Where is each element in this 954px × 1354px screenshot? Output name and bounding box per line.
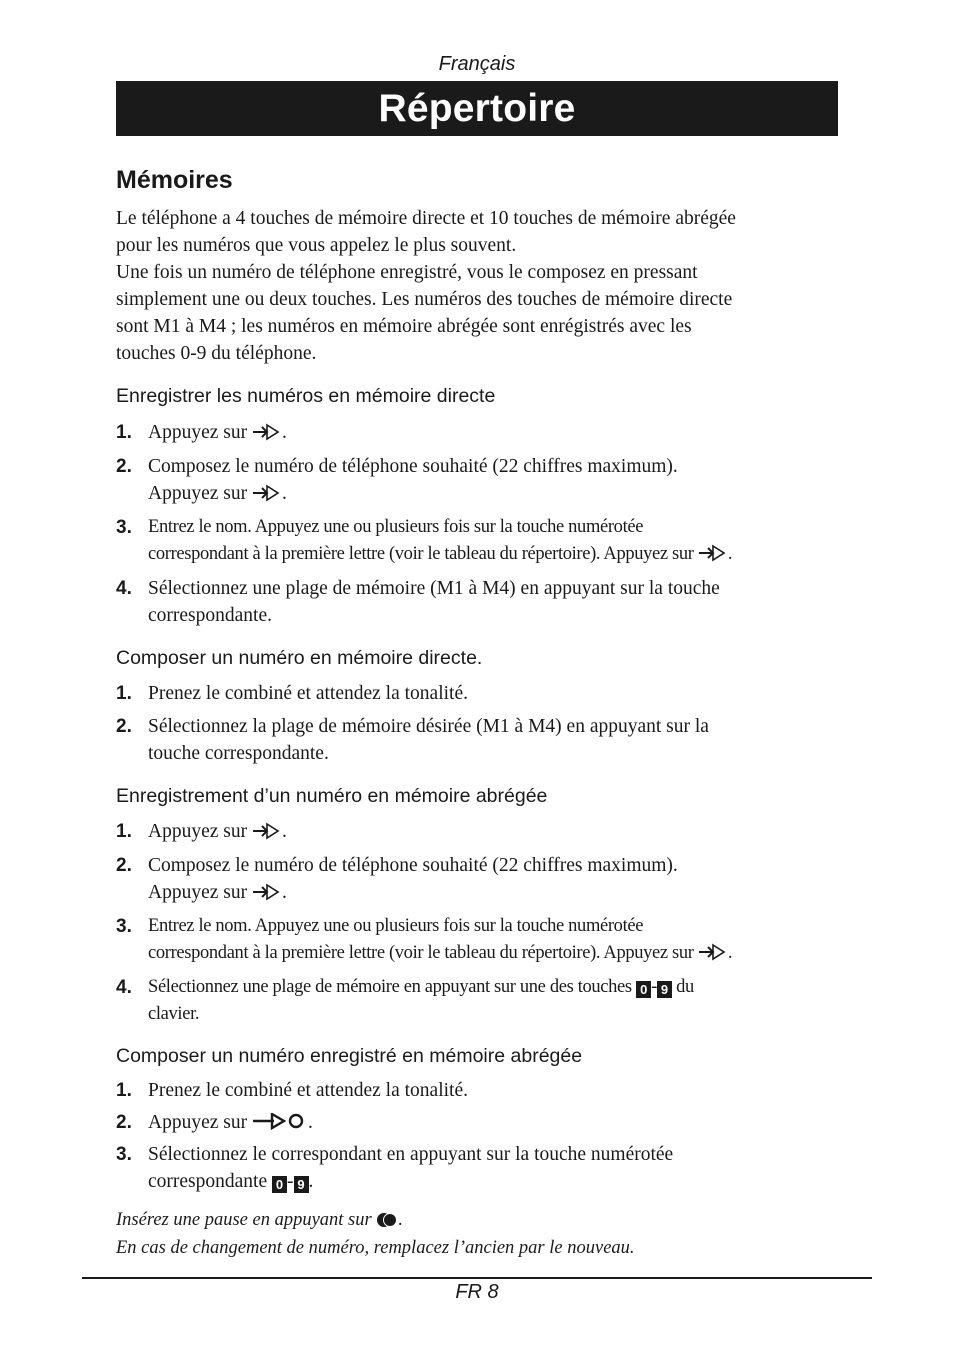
change-note: En cas de changement de numéro, remplacez l’ancien par le nouveau. <box>116 1238 635 1258</box>
step-item: 2. Composez le numéro de téléphone souhaité (22 chiffres maximum). Appuyez sur . <box>116 453 841 507</box>
subsection-title-store-speed: Enregistrement d’un numéro en mémoire abrégée <box>116 785 548 807</box>
store-arrow-icon <box>698 544 728 562</box>
intro-line: Le téléphone a 4 touches de mémoire directe et 10 touches de mémoire abrégée <box>116 208 736 229</box>
step-item: 2. Sélectionnez la plage de mémoire désirée (M1 à M4) en appuyant sur la touche correspondante. <box>116 713 841 767</box>
step-item: 3. Entrez le nom. Appuyez une ou plusieurs fois sur la touche numérotée correspondant à la première lettre (voir le tableau du répertoire). Appuyez sur . <box>116 514 841 568</box>
intro-line: sont M1 à M4 ; les numéros en mémoire abrégée sont enrégistrés avec les <box>116 316 692 337</box>
subsection-title-dial-speed: Composer un numéro enregistré en mémoire abrégée <box>116 1045 583 1067</box>
step-item: 2. Appuyez sur . <box>116 1109 841 1136</box>
step-number: 1. <box>116 1080 132 1101</box>
subsection-title-dial-direct: Composer un numéro en mémoire directe. <box>116 647 483 669</box>
step-number: 3. <box>116 517 132 538</box>
store-arrow-icon <box>252 484 282 502</box>
notes: Insérez une pause en appuyant sur . En cas de changement de numéro, remplacez l’ancien par le nouveau. <box>116 1210 635 1258</box>
key-0-icon: 0 <box>272 1176 287 1193</box>
step-number: 3. <box>116 916 132 937</box>
step-number: 4. <box>116 578 132 599</box>
section-title: Mémoires <box>116 166 233 194</box>
page-number: FR 8 <box>455 1281 499 1303</box>
language-label: Français <box>438 53 516 75</box>
store-arrow-icon <box>252 822 282 840</box>
key-9-icon: 9 <box>294 1176 309 1193</box>
store-arrow-icon <box>698 943 728 961</box>
step-number: 1. <box>116 422 132 443</box>
step-number: 2. <box>116 716 132 737</box>
step-number: 1. <box>116 821 132 842</box>
step-item: 2. Composez le numéro de téléphone souhaité (22 chiffres maximum). Appuyez sur . <box>116 852 841 906</box>
subsection-title-store-direct: Enregistrer les numéros en mémoire directe <box>116 385 496 407</box>
step-number: 1. <box>116 683 132 704</box>
step-number: 2. <box>116 456 132 477</box>
step-item: 4. Sélectionnez une plage de mémoire en appuyant sur une des touches 0 - 9 du clavier. <box>116 974 841 1028</box>
step-item: 1. Appuyez sur . <box>116 818 841 845</box>
step-item: 1. Prenez le combiné et attendez la tonalité. <box>116 680 841 707</box>
store-arrow-icon <box>252 423 282 441</box>
step-item: 1. Appuyez sur . <box>116 419 841 446</box>
step-item: 3. Entrez le nom. Appuyez une ou plusieurs fois sur la touche numérotée correspondant à la première lettre (voir le tableau du répertoire). Appuyez sur . <box>116 913 841 967</box>
intro-line: Une fois un numéro de téléphone enregistré, vous le composez en pressant <box>116 262 698 283</box>
key-9-icon: 9 <box>657 981 672 998</box>
pause-note: Insérez une pause en appuyant sur <box>116 1210 372 1230</box>
step-item: 3. Sélectionnez le correspondant en appuyant sur la touche numérotée correspondante 0 - 9 . <box>116 1141 841 1195</box>
title-bar <box>116 81 838 136</box>
step-number: 4. <box>116 977 132 998</box>
speed-dial-icon <box>252 1113 308 1131</box>
page-title: Répertoire <box>378 86 576 130</box>
step-item: 1. Prenez le combiné et attendez la tonalité. <box>116 1077 841 1104</box>
step-number: 2. <box>116 1112 132 1133</box>
intro-line: simplement une ou deux touches. Les numéros des touches de mémoire directe <box>116 289 733 310</box>
store-arrow-icon <box>252 883 282 901</box>
pause-icon <box>376 1212 398 1228</box>
intro-paragraph <box>116 205 836 367</box>
step-item: 4. Sélectionnez une plage de mémoire (M1 à M4) en appuyant sur la touche correspondante. <box>116 575 841 629</box>
intro-line: pour les numéros que vous appelez le plus souvent. <box>116 235 517 256</box>
step-number: 2. <box>116 855 132 876</box>
footer-rule <box>82 1277 872 1279</box>
key-0-icon: 0 <box>636 981 651 998</box>
step-number: 3. <box>116 1144 132 1165</box>
intro-line: touches 0-9 du téléphone. <box>116 343 317 364</box>
